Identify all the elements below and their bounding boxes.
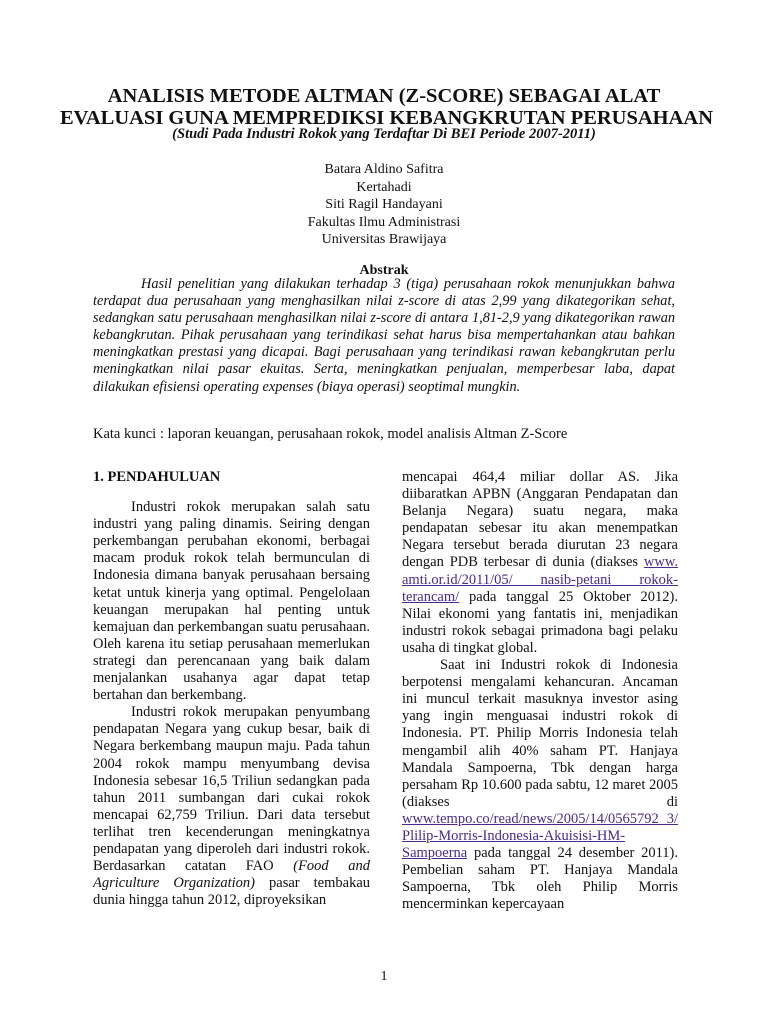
paper-title-line-2: EVALUASI GUNA MEMPREDIKSI KEBANGKRUTAN PERUSAHAAN — [60, 107, 714, 129]
author-name: Siti Ragil Handayani — [325, 197, 443, 212]
paragraph — [402, 469, 678, 657]
author-name: Batara Aldino Safitra — [324, 162, 444, 177]
abstract-heading: Abstrak — [359, 263, 409, 278]
paper-subtitle: (Studi Pada Industri Rokok yang Terdaftar Di BEI Periode 2007-2011) — [172, 126, 596, 142]
paragraph — [93, 704, 370, 909]
paragraph: Industri rokok merupakan salah satu industri yang paling dinamis. Seiring dengan perkembangan perubahan ekonomi, berbagai macam produk rokok telah bermunculan di Indonesia dimana banyak perusahaan bersaing ketat untuk kinerja yang optimal. Pengelolaan keuangan merupakan hal penting untuk kemajuan dan perkembangan suatu perusahaan. Oleh karena itu setiap perusahaan memerlukan strategi dan perencanaan yang baik dalam menjalankan usahanya agar dapat tetap bertahan dan berkembang. — [93, 499, 370, 704]
abstract-body — [93, 276, 675, 396]
page-number: 1 — [380, 969, 388, 984]
paragraph-text: Industri rokok merupakan penyumbang pendapatan Negara yang cukup besar, baik di Negara berkembang maupun maju. Pada tahun 2004 rokok mampu menyumbang devisa Indonesia sebesar 16,5 Triliun sedangkan pada tahun 2011 sumbangan dari cukai rokok mencapai 62,759 Triliun. Dari data tersebut terlihat tren kecenderungan meningkatnya pendapatan yang diperoleh dari industri rokok. Berdasarkan catatan FAO — [93, 704, 370, 875]
paragraph-text: pasar tembakau dunia hingga tahun 2012, diproyeksikan — [93, 875, 370, 909]
affiliation-university: Universitas Brawijaya — [321, 232, 447, 247]
paragraph — [402, 657, 678, 913]
reference-link[interactable]: www. amti.or.id/2011/05/ nasib-petani rokok-terancam/ — [402, 554, 678, 605]
section-heading: 1. PENDAHULUAN — [93, 469, 221, 485]
paragraph-text: pada tanggal 24 desember 2011). Pembelian saham PT. Hanjaya Mandala Sampoerna, Tbk oleh Philip Morris mencerminkan kepercayaan — [402, 845, 678, 913]
left-column — [93, 469, 370, 909]
abstract-text: Hasil penelitian yang dilakukan terhadap 3 (tiga) perusahaan rokok menunjukkan bahwa terdapat dua perusahaan yang menghasilkan nilai z-score di atas 2,99 yang dikategorikan sehat, sedangkan satu perusahaan menghasilkan nilai z-score di antara 1,81-2,9 yang dikategorikan rawan kebangkrutan. Pihak perusahaan yang terindikasi sehat harus bisa mempertahankan atau bahkan meningkatkan prestasi yang dicapai. Bagi perusahaan yang terindikasi rawan kebangkrutan perlu meningkatkan nilai pasar ekuitas. Serta, meningkatkan penjualan, memperbesar laba, dapat dilakukan efisiensi operating expenses (biaya operasi) seoptimal mungkin. — [93, 276, 675, 395]
author-block — [234, 161, 534, 249]
author-name: Kertahadi — [356, 179, 412, 195]
right-column — [402, 469, 678, 913]
paragraph-text: mencapai 464,4 miliar dollar AS. Jika diibaratkan APBN (Anggaran Pendapatan dan Belanja Negara) suatu negara, maka pendapatan sebesar itu akan menempatkan Negara tersebut berada diurutan 23 negara dengan PDB terbesar di dunia (diakses — [402, 469, 678, 571]
keywords-line: Kata kunci : laporan keuangan, perusahaan rokok, model analisis Altman Z-Score — [93, 426, 568, 442]
paragraph-text: pada tanggal 25 Oktober 2012). Nilai ekonomi yang fantatis ini, menjadikan industri rokok sebagai primadona bagi pelaku usaha di tingkat global. — [402, 588, 678, 656]
reference-link[interactable]: www.tempo.co/read/news/2005/14/0565792 3/ Plilip-Morris-Indonesia-Akuisisi-HM-Sampoerna — [402, 810, 678, 862]
paper-title-line-1: ANALISIS METODE ALTMAN (Z-SCORE) SEBAGAI ALAT — [107, 85, 661, 107]
italic-term: (Food and Agriculture Organization) — [93, 858, 371, 892]
paper-title — [60, 85, 714, 129]
paragraph-text: Saat ini Industri rokok di Indonesia berpotensi mengalami kehancuran. Ancaman ini muncul terkait masuknya investor asing yang ingin menguasai industri rokok di Indonesia. PT. Philip Morris Indonesia telah mengambil alih 40% saham PT. Hanjaya Mandala Sampoerna, Tbk dengan harga persaham Rp 10.600 pada sabtu, 12 maret 2005 (diakses di — [402, 657, 678, 810]
affiliation-faculty: Fakultas Ilmu Administrasi — [307, 214, 461, 230]
